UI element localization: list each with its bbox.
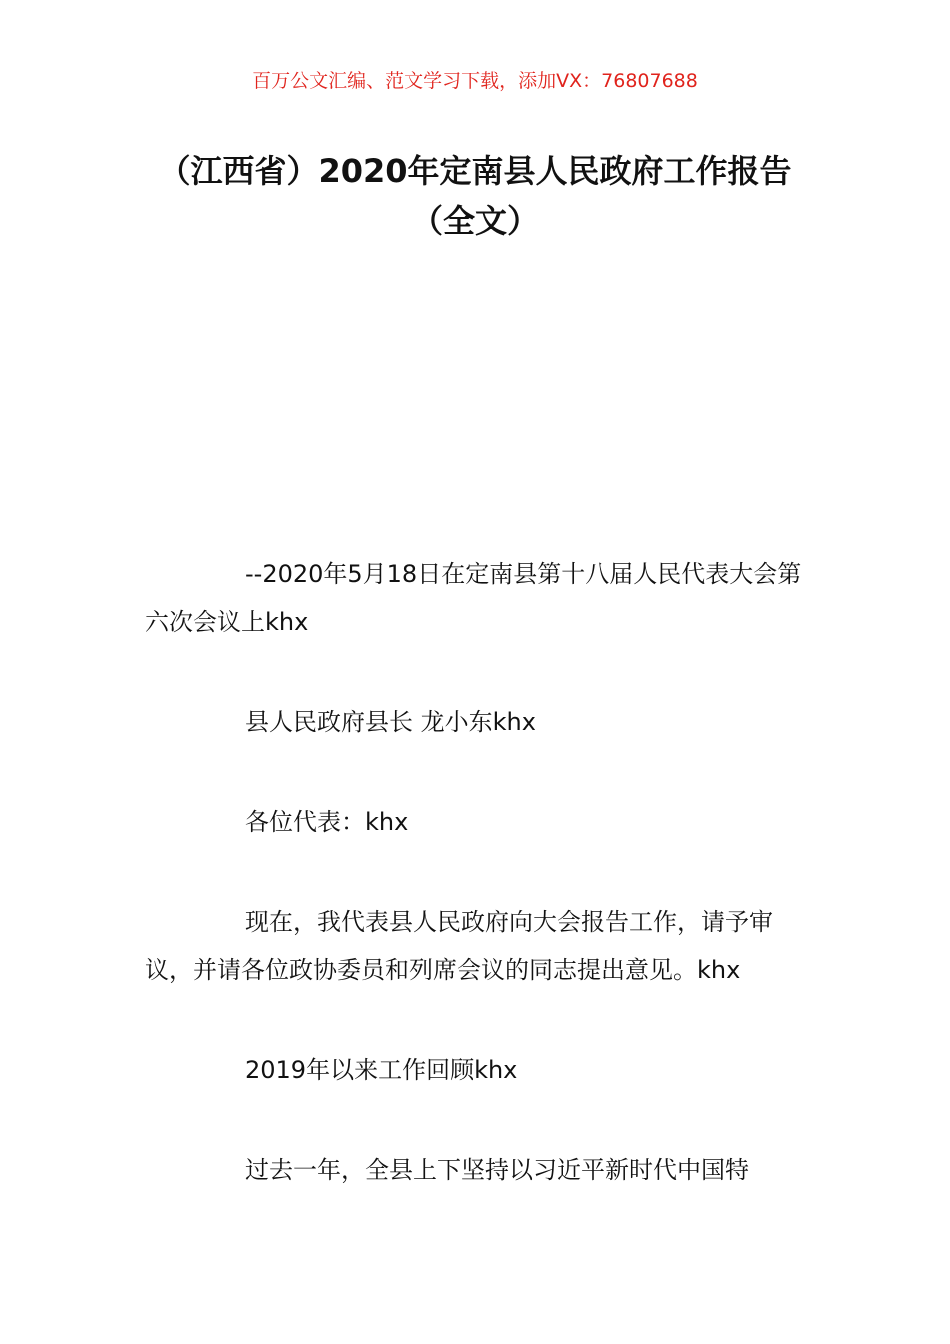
paragraph-speaker: 县人民政府县长 龙小东khx [245,708,536,736]
paragraph-salutation: 各位代表：khx [245,808,409,836]
document-title: （江西省）2020年定南县人民政府工作报告（全文） [158,152,792,240]
paragraph-intro: 现在，我代表县人民政府向大会报告工作，请予审议，并请各位政协委员和列席会议的同志提出意见。khx [145,908,773,984]
document-body [145,550,810,1246]
header-note: 百万公文汇编、范文学习下载，添加VX：76807688 [252,70,698,92]
paragraph-review-start: 过去一年，全县上下坚持以习近平新时代中国特 [245,1156,749,1184]
paragraph-section-heading: 2019年以来工作回顾khx [245,1056,518,1084]
paragraph-meeting-date: --2020年5月18日在定南县第十八届人民代表大会第六次会议上khx [145,560,802,636]
